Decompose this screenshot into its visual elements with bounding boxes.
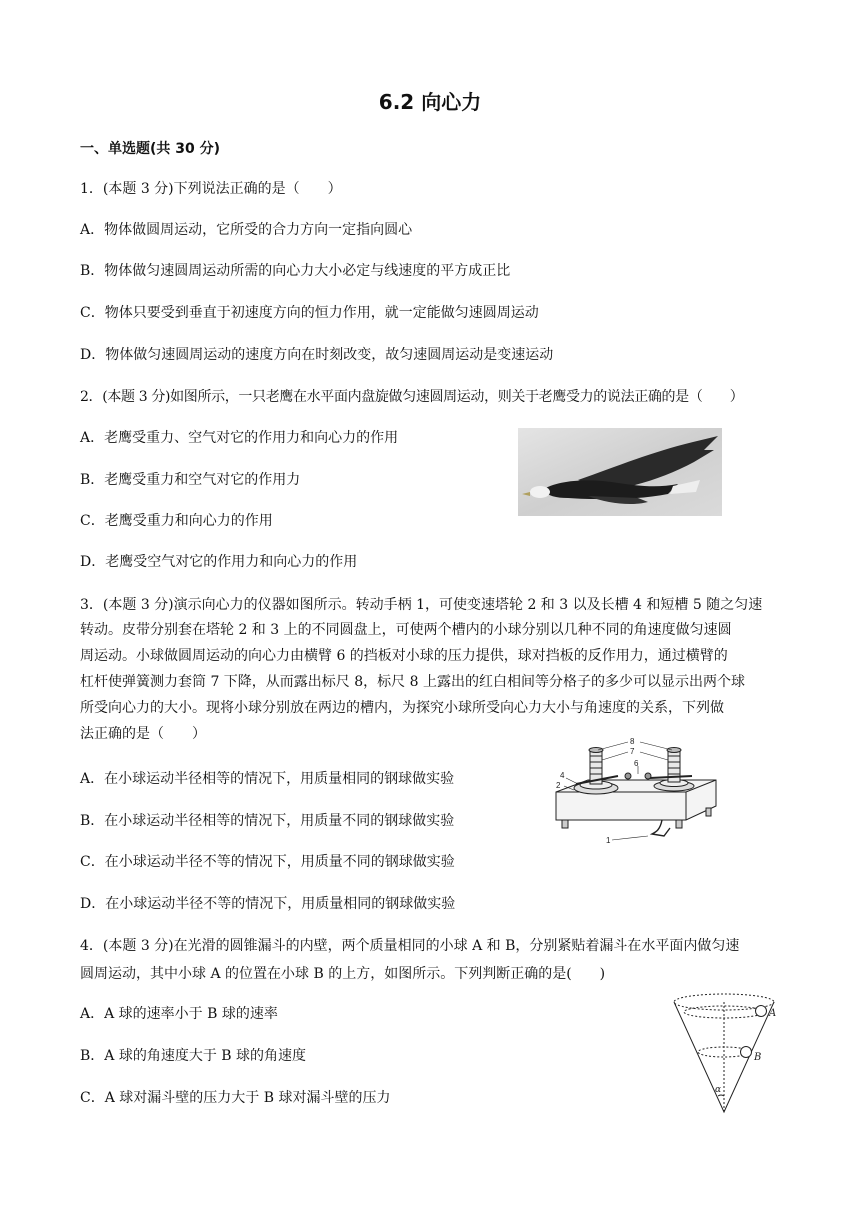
q2-option-a: A．老鹰受重力、空气对它的作用力和向心力的作用 [80, 430, 399, 446]
q3-stem-line-6: 法正确的是（ ） [80, 726, 206, 742]
q2-option-b: B．老鹰受重力和空气对它的作用力 [80, 472, 301, 488]
q4-option-c: C．A 球对漏斗壁的压力大于 B 球对漏斗壁的压力 [80, 1090, 391, 1106]
apparatus-label-6: 6 [634, 759, 639, 768]
q3-option-d: D．在小球运动半径不等的情况下，用质量相同的钢球做实验 [80, 896, 456, 912]
q2-stem: 2．(本题 3 分)如图所示，一只老鹰在水平面内盘旋做匀速圆周运动，则关于老鹰受力的说法正确的是（ ） [80, 389, 744, 405]
q3-option-b: B．在小球运动半径相等的情况下，用质量不同的钢球做实验 [80, 813, 455, 829]
q4-stem-line-2: 圆周运动，其中小球 A 的位置在小球 B 的上方，如图所示。下列判断正确的是( ) [80, 966, 606, 982]
apparatus-label-7: 7 [630, 747, 635, 756]
q3-stem-line-3: 周运动。小球做圆周运动的向心力由横臂 6 的挡板对小球的压力提供，球对挡板的反作用力，通过横臂的 [80, 648, 728, 664]
q3-stem-line-4: 杠杆使弹簧测力套筒 7 下降，从而露出标尺 8，标尺 8 上露出的红白相间等分格子的多少可以显示出两个球 [80, 674, 745, 690]
q1-option-b: B．物体做匀速圆周运动所需的向心力大小必定与线速度的平方成正比 [80, 263, 511, 279]
q4-stem-line-1: 4．(本题 3 分)在光滑的圆锥漏斗的内壁，两个质量相同的小球 A 和 B，分别紧贴着漏斗在水平面内做匀速 [80, 938, 740, 954]
q4-option-a: A．A 球的速率小于 B 球的速率 [80, 1006, 278, 1022]
q1-stem: 1．(本题 3 分)下列说法正确的是（ ） [80, 181, 342, 197]
apparatus-label-2: 2 [556, 781, 561, 790]
apparatus-label-1: 1 [606, 836, 611, 845]
eagle-figure [518, 428, 722, 516]
apparatus-label-4: 4 [560, 771, 565, 780]
q3-stem-line-1: 3．(本题 3 分)演示向心力的仪器如图所示。转动手柄 1，可使变速塔轮 2 和 3 以及长槽 4 和短槽 5 随之匀速 [80, 597, 763, 613]
apparatus-label-8: 8 [630, 737, 635, 746]
q3-option-c: C．在小球运动半径不等的情况下，用质量不同的钢球做实验 [80, 854, 455, 870]
q3-stem-line-2: 转动。皮带分别套在塔轮 2 和 3 上的不同圆盘上，可使两个槽内的小球分别以几种不同的角速度做匀速圆 [80, 622, 732, 638]
q2-option-c: C．老鹰受重力和向心力的作用 [80, 513, 273, 529]
apparatus-figure [552, 736, 722, 848]
funnel-label-alpha: α [715, 1085, 722, 1095]
q1-option-d: D．物体做匀速圆周运动的速度方向在时刻改变，故匀速圆周运动是变速运动 [80, 347, 554, 363]
q1-option-c: C．物体只要受到垂直于初速度方向的恒力作用，就一定能做匀速圆周运动 [80, 305, 539, 321]
q4-option-b: B．A 球的角速度大于 B 球的角速度 [80, 1048, 307, 1064]
q3-stem-line-5: 所受向心力的大小。现将小球分别放在两边的槽内，为探究小球所受向心力大小与角速度的关系，下列做 [80, 700, 724, 716]
funnel-label-b: B [754, 1052, 762, 1063]
q3-option-a: A．在小球运动半径相等的情况下，用质量相同的钢球做实验 [80, 771, 455, 787]
section-heading: 一、单选题(共 30 分) [80, 141, 221, 157]
page-title: 6.2 向心力 [378, 90, 482, 114]
funnel-figure [670, 990, 786, 1116]
funnel-label-a: A [769, 1008, 777, 1019]
q2-option-d: D．老鹰受空气对它的作用力和向心力的作用 [80, 554, 358, 570]
q1-option-a: A．物体做圆周运动，它所受的合力方向一定指向圆心 [80, 222, 413, 238]
